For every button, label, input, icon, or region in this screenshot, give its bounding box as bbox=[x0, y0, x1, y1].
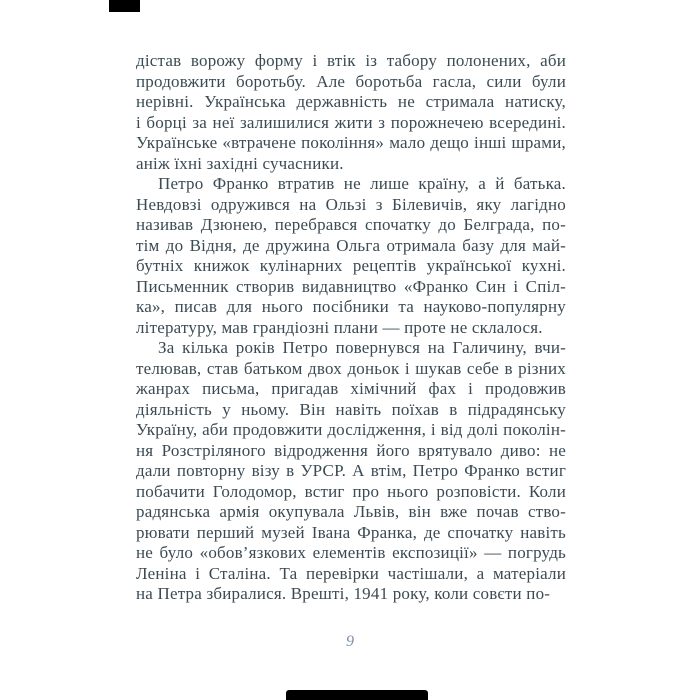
paragraph bbox=[136, 51, 566, 174]
text-line: Українське «втрачене покоління» мало дещо інші шрами, bbox=[136, 133, 566, 152]
text-line: дістав ворожу форму і втік із табору полонених, аби bbox=[136, 51, 566, 70]
text-line: тім до Відня, де дружина Ольга отримала базу для май- bbox=[136, 235, 566, 255]
text-line: і борці за неї залишилися жити з порожнечею всередині. bbox=[136, 112, 566, 132]
text-line: За кілька років Петро повернувся на Галичину, вчи- bbox=[158, 338, 566, 357]
text-line: Україну, аби продовжити дослідження, і від долі поколін- bbox=[136, 420, 566, 439]
paragraph bbox=[136, 338, 566, 605]
text-line: аніж їхні західні сучасники. bbox=[136, 153, 344, 173]
paragraph bbox=[136, 174, 566, 338]
status-bar-indicator bbox=[109, 0, 140, 12]
text-line: жанрах письма, пригадав хімічний фах і продовжив bbox=[136, 379, 566, 398]
text-line: Петро Франко втратив не лише країну, а й батька. bbox=[158, 174, 566, 193]
home-indicator-bar[interactable] bbox=[286, 690, 428, 700]
text-line: літературу, мав грандіозні плани — проте не склалося. bbox=[136, 317, 543, 337]
text-line: діяльність у ньому. Він навіть поїхав в підрадянську bbox=[136, 399, 566, 419]
text-line: Письменник створив видавництво «Франко Син і Спіл- bbox=[136, 276, 566, 296]
text-line: ня Розстріляного відродження його врятувало диво: не bbox=[136, 440, 566, 460]
text-line: дали повторну візу в УРСР. А втім, Петро Франко встиг bbox=[136, 461, 566, 480]
text-line: продовжити боротьбу. Але боротьба гасла, сили були bbox=[136, 71, 566, 91]
text-line: нерівні. Українська державність не стримала натиску, bbox=[136, 92, 566, 111]
text-line: радянська армія окупувала Львів, він вже почав ство- bbox=[136, 502, 566, 521]
text-line: ка», писав для нього посібники та науково-популярну bbox=[136, 297, 566, 316]
text-line: на Петра збиралися. Врешті, 1941 року, коли совєти по- bbox=[136, 584, 551, 603]
text-line: телював, став батьком двох доньок і шукав себе в різних bbox=[136, 358, 566, 378]
text-line: називав Дзюнею, перебрався спочатку до Белграда, по- bbox=[136, 215, 566, 234]
text-line: Леніна і Сталіна. Та перевірки частішали, а матеріали bbox=[136, 563, 566, 583]
text-line: бутніх книжок кулінарних рецептів української кухні. bbox=[136, 256, 566, 275]
text-line: Невдовзі одружився на Ользі з Білевичів, яку лагідно bbox=[136, 194, 566, 214]
page-number: 9 bbox=[346, 633, 354, 650]
text-line: рювати перший музей Івана Франка, де спочатку навіть bbox=[136, 522, 566, 542]
text-line: не було «обов’язкових елементів експозиції» — погрудь bbox=[136, 543, 566, 562]
page-text bbox=[136, 51, 566, 605]
text-line: побачити Голодомор, встиг про нього розповісти. Коли bbox=[136, 481, 566, 501]
